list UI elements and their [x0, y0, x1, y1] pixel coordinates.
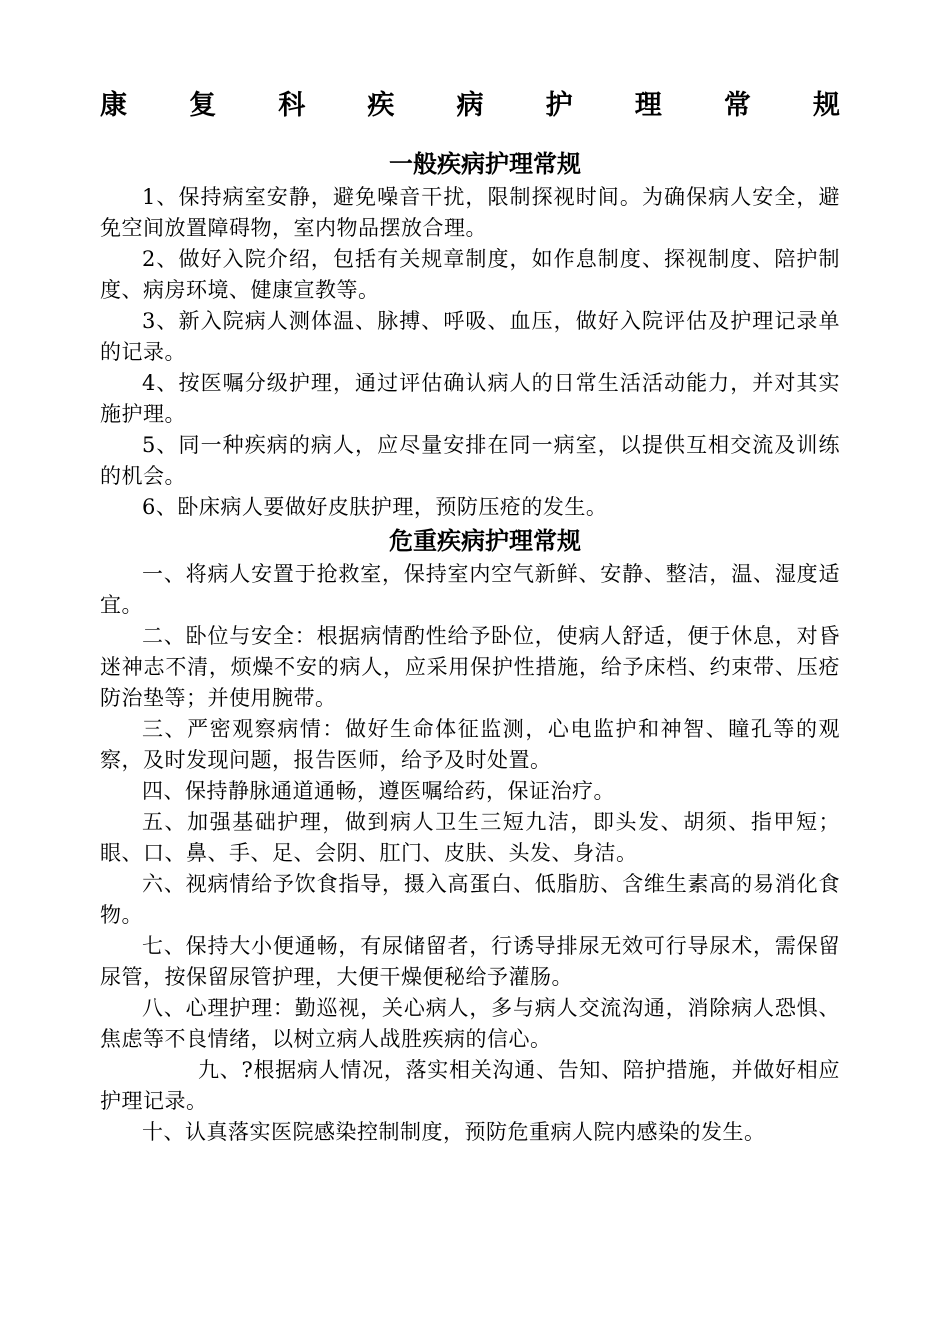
general-item-3: 3、新入院病人测体温、脉搏、呼吸、血压，做好入院评估及护理记录单的记录。	[100, 309, 840, 364]
section-title-critical: 危重疾病护理常规	[389, 526, 581, 555]
title-char: 病	[456, 90, 484, 121]
critical-item-6: 六、视病情给予饮食指导，摄入高蛋白、低脂肪、含维生素高的易消化食物。	[100, 872, 840, 927]
title-char: 科	[278, 90, 306, 121]
critical-item-5: 五、加强基础护理，做到病人卫生三短九洁，即头发、胡须、指甲短；眼、口、鼻、手、足、会阴、肛门、皮肤、头发、身洁。	[100, 810, 840, 865]
section-title-general: 一般疾病护理常规	[389, 149, 581, 178]
critical-care-section	[100, 523, 840, 1148]
title-char: 疾	[367, 90, 395, 121]
general-item-6: 6、卧床病人要做好皮肤护理，预防压疮的发生。	[142, 495, 608, 519]
critical-item-9: 九、?根据病人情况，落实相关沟通、告知、陪护措施，并做好相应护理记录。	[100, 1058, 840, 1113]
general-item-1: 1、保持病室安静，避免噪音干扰，限制探视时间。为确保病人安全，避免空间放置障碍物，室内物品摆放合理。	[100, 185, 840, 240]
critical-item-3: 三、严密观察病情：做好生命体征监测，心电监护和神智、瞳孔等的观察，及时发现问题，报告医师，给予及时处置。	[100, 717, 840, 772]
critical-item-1: 一、将病人安置于抢救室，保持室内空气新鲜、安静、整洁，温、湿度适宜。	[100, 562, 840, 617]
document-page	[100, 86, 840, 1148]
general-item-4: 4、按医嘱分级护理，通过评估确认病人的日常生活活动能力，并对其实施护理。	[100, 371, 840, 426]
title-char: 规	[813, 90, 840, 121]
critical-item-2: 二、卧位与安全：根据病情酌性给予卧位，使病人舒适，便于休息，对昏迷神志不清，烦燥不安的病人，应采用保护性措施，给予床档、约束带、压疮防治垫等；并使用腕带。	[100, 624, 840, 710]
title-char: 护	[545, 90, 573, 121]
title-char: 理	[634, 90, 662, 121]
general-item-2: 2、做好入院介绍，包括有关规章制度，如作息制度、探视制度、陪护制度、病房环境、健康宣教等。	[100, 247, 840, 302]
critical-item-8: 八、心理护理：勤巡视，关心病人，多与病人交流沟通，消除病人恐惧、焦虑等不良情绪，以树立病人战胜疾病的信心。	[100, 996, 840, 1051]
critical-item-10: 十、认真落实医院感染控制制度，预防危重病人院内感染的发生。	[142, 1120, 766, 1144]
general-item-5: 5、同一种疾病的病人，应尽量安排在同一病室，以提供互相交流及训练的机会。	[100, 433, 840, 488]
document-title	[100, 86, 840, 126]
general-care-section	[100, 146, 840, 523]
critical-item-4: 四、保持静脉通道通畅，遵医嘱给药，保证治疗。	[142, 779, 615, 803]
title-char: 复	[189, 90, 217, 121]
title-char: 康	[100, 90, 127, 121]
title-char: 常	[723, 90, 751, 121]
critical-item-7: 七、保持大小便通畅，有尿储留者，行诱导排尿无效可行导尿术，需保留尿管，按保留尿管护理，大便干燥便秘给予灌肠。	[100, 934, 840, 989]
